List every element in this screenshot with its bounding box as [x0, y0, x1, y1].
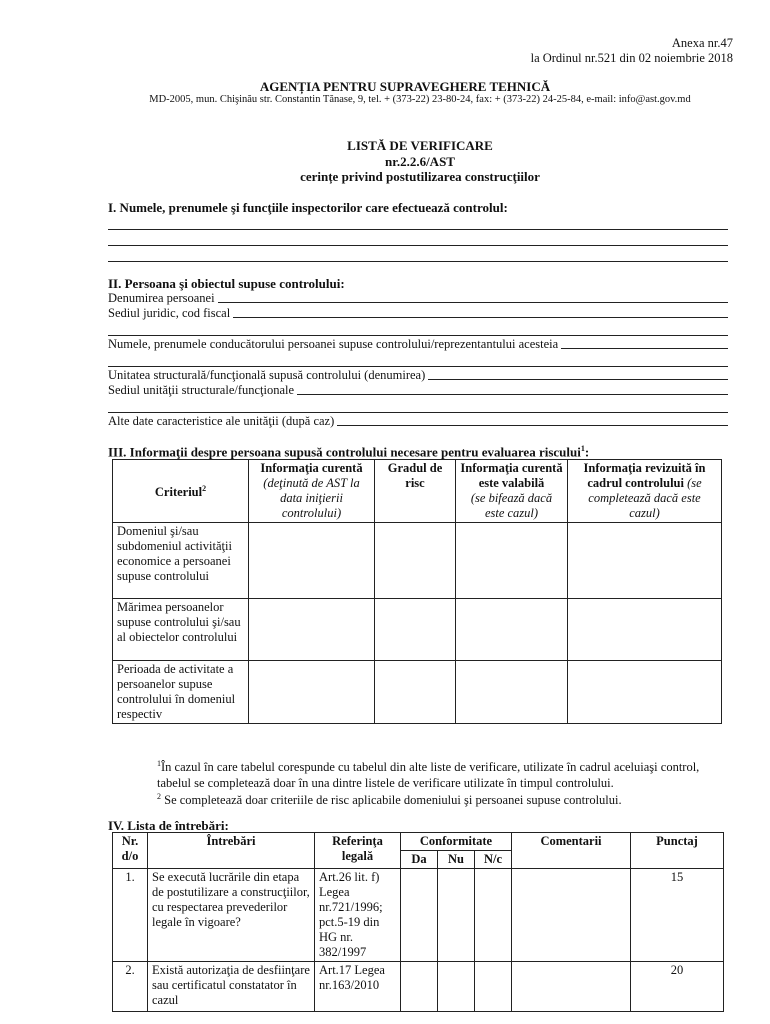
- section-3-heading-colon: :: [584, 444, 590, 460]
- person-name-blank[interactable]: [218, 302, 728, 303]
- person-name-label: Denumirea persoanei: [108, 291, 215, 305]
- structural-unit-blank[interactable]: [428, 379, 728, 380]
- score-header: Punctaj: [631, 833, 724, 869]
- manager-name-line-2[interactable]: [108, 366, 728, 367]
- conformity-yes-cell[interactable]: [401, 869, 438, 962]
- risk-row-criterion: Perioada de activitate a persoanelor supuse controlului în domeniul respectiv: [113, 661, 249, 724]
- manager-name-blank[interactable]: [561, 348, 728, 349]
- footnote-1-ref: 1: [580, 444, 585, 453]
- document-number: nr.2.2.6/AST: [385, 154, 455, 169]
- unit-seat-blank[interactable]: [297, 394, 728, 395]
- footnote-2-text: Se completează doar criteriile de risc aplicabile domeniului şi persoanei supuse controlului.: [164, 793, 622, 808]
- risk-degree-header: Gradul de risc: [375, 460, 456, 523]
- conformity-no-cell[interactable]: [438, 869, 475, 962]
- risk-row-current[interactable]: [249, 661, 375, 724]
- valid-info-header-title: Informaţia curentă este valabilă: [460, 461, 563, 490]
- question-legal-reference: Art.17 Legea nr.163/2010: [315, 962, 401, 1012]
- risk-row-criterion: Mărimea persoanelor supuse controlului şi/sau al obiectelor controlului: [113, 599, 249, 661]
- section-3-heading: [108, 444, 589, 460]
- other-data-blank[interactable]: [337, 425, 728, 426]
- conformity-na-cell[interactable]: [475, 869, 512, 962]
- current-info-header: [249, 460, 375, 523]
- revised-info-header: [568, 460, 722, 523]
- unit-seat-label: Sediul unităţii structurale/funcţionale: [108, 383, 295, 397]
- conformity-header: Conformitate: [401, 833, 512, 851]
- structural-unit-label: Unitatea structurală/funcţională supusă controlului (denumirea): [108, 368, 426, 382]
- question-number: 1.: [113, 869, 148, 962]
- section-4-heading: IV. Lista de întrebări:: [108, 818, 229, 833]
- conformity-na-cell[interactable]: [475, 962, 512, 1012]
- risk-row-degree[interactable]: [375, 661, 456, 724]
- risk-row-valid[interactable]: [456, 661, 568, 724]
- revised-info-header-title: Informaţia revizuită în cadrul controlului: [583, 461, 706, 490]
- person-name-field[interactable]: [108, 291, 728, 306]
- question-row: [113, 962, 724, 1012]
- legal-reference-header: Referinţa legală: [315, 833, 401, 869]
- no-header: Nu: [438, 851, 475, 869]
- section-2-heading: II. Persoana şi obiectul supuse controlului:: [108, 276, 345, 291]
- legal-seat-blank[interactable]: [233, 317, 728, 318]
- questions-header-row-1: [113, 833, 724, 851]
- document-subtitle: cerințe privind postutilizarea construcţiilor: [300, 169, 540, 184]
- risk-row-criterion: Domeniul şi/sau subdomeniul activităţii economice a persoanei supuse controlului: [113, 523, 249, 599]
- conformity-no-cell[interactable]: [438, 962, 475, 1012]
- inspector-line-2[interactable]: [108, 245, 728, 246]
- agency-address: MD-2005, mun. Chişinău str. Constantin Tănase, 9, tel. + (373-22) 23-80-24, fax: + (373-22) 24-25-84, e-mail: info@ast.gov.md: [149, 94, 691, 105]
- questions-table: [112, 832, 724, 1012]
- manager-name-label: Numele, prenumele conducătorului persoanei supuse controlului/reprezentantului acesteia: [108, 337, 559, 351]
- risk-row-current[interactable]: [249, 523, 375, 599]
- risk-row: [113, 599, 722, 661]
- document-title: LISTĂ DE VERIFICARE: [347, 138, 493, 153]
- question-legal-reference: Art.26 lit. f) Legea nr.721/1996; pct.5-19 din HG nr. 382/1997: [315, 869, 401, 962]
- risk-row-revised[interactable]: [568, 523, 722, 599]
- structural-unit-field[interactable]: [108, 368, 728, 383]
- risk-table-header: [113, 460, 722, 523]
- question-score: 20: [631, 962, 724, 1012]
- risk-row: [113, 661, 722, 724]
- yes-header: Da: [401, 851, 438, 869]
- risk-row: [113, 523, 722, 599]
- question-row: [113, 869, 724, 962]
- section-1-heading: I. Numele, prenumele şi funcţiile inspectorilor care efectuează controlul:: [108, 200, 508, 215]
- manager-name-field[interactable]: [108, 337, 728, 352]
- inspector-line-3[interactable]: [108, 261, 728, 262]
- conformity-yes-cell[interactable]: [401, 962, 438, 1012]
- current-info-header-title: Informaţia curentă: [260, 461, 363, 475]
- legal-seat-line-2[interactable]: [108, 335, 728, 336]
- comments-header: Comentarii: [512, 833, 631, 869]
- risk-row-revised[interactable]: [568, 661, 722, 724]
- footnote-2-mark: 2: [157, 792, 161, 801]
- unit-seat-field[interactable]: [108, 383, 728, 398]
- annex-number: Anexa nr.47: [671, 36, 733, 50]
- criterion-header-label: Criteriul: [154, 485, 203, 500]
- risk-row-current[interactable]: [249, 599, 375, 661]
- question-score: 15: [631, 869, 724, 962]
- valid-info-header: [456, 460, 568, 523]
- section-3-heading-text: III. Informaţii despre persoana supusă controlului necesare pentru evaluarea riscului: [108, 444, 581, 460]
- risk-row-valid[interactable]: [456, 523, 568, 599]
- legal-seat-field[interactable]: [108, 306, 728, 321]
- question-number: 2.: [113, 962, 148, 1012]
- risk-info-table: [112, 459, 722, 724]
- footnote-2-ref: 2: [202, 484, 207, 494]
- footnote-1: [157, 756, 733, 791]
- comments-cell[interactable]: [512, 962, 631, 1012]
- na-header: N/c: [475, 851, 512, 869]
- other-data-field[interactable]: [108, 414, 728, 429]
- risk-row-degree[interactable]: [375, 599, 456, 661]
- revised-info-header-note: (se completează dacă este cazul): [588, 476, 702, 520]
- inspector-line-1[interactable]: [108, 229, 728, 230]
- agency-name: AGENȚIA PENTRU SUPRAVEGHERE TEHNICĂ: [259, 79, 551, 94]
- order-reference: la Ordinul nr.521 din 02 noiembrie 2018: [530, 51, 733, 65]
- criterion-header: [113, 460, 249, 523]
- question-text: Se execută lucrările din etapa de postutilizare a construcţiilor, cu respectarea prevederilor legale în vigoare?: [148, 869, 315, 962]
- question-text: Există autorizaţia de desfiinţare sau certificatul constatator în cazul: [148, 962, 315, 1012]
- footnote-1-mark: 1: [157, 759, 161, 768]
- risk-row-valid[interactable]: [456, 599, 568, 661]
- current-info-header-note: (deţinută de AST la data iniţierii controlului): [263, 476, 360, 520]
- footnote-2: [157, 789, 733, 808]
- other-data-label: Alte date caracteristice ale unităţii (după caz): [108, 414, 335, 428]
- footnote-1-text: În cazul în care tabelul corespunde cu tabelul din alte liste de verificare, utilizate în cadrul aceluiaşi control, tabelul se completează doar în una dintre listele de verificare utilizate în timpul controlului.: [157, 760, 700, 791]
- legal-seat-label: Sediul juridic, cod fiscal: [108, 306, 231, 320]
- risk-row-degree[interactable]: [375, 523, 456, 599]
- nr-header: Nr. d/o: [113, 833, 148, 869]
- questions-header: Întrebări: [148, 833, 315, 869]
- valid-info-header-note: (se bifează dacă este cazul): [470, 491, 553, 520]
- risk-row-revised[interactable]: [568, 599, 722, 661]
- comments-cell[interactable]: [512, 869, 631, 962]
- unit-seat-line-2[interactable]: [108, 412, 728, 413]
